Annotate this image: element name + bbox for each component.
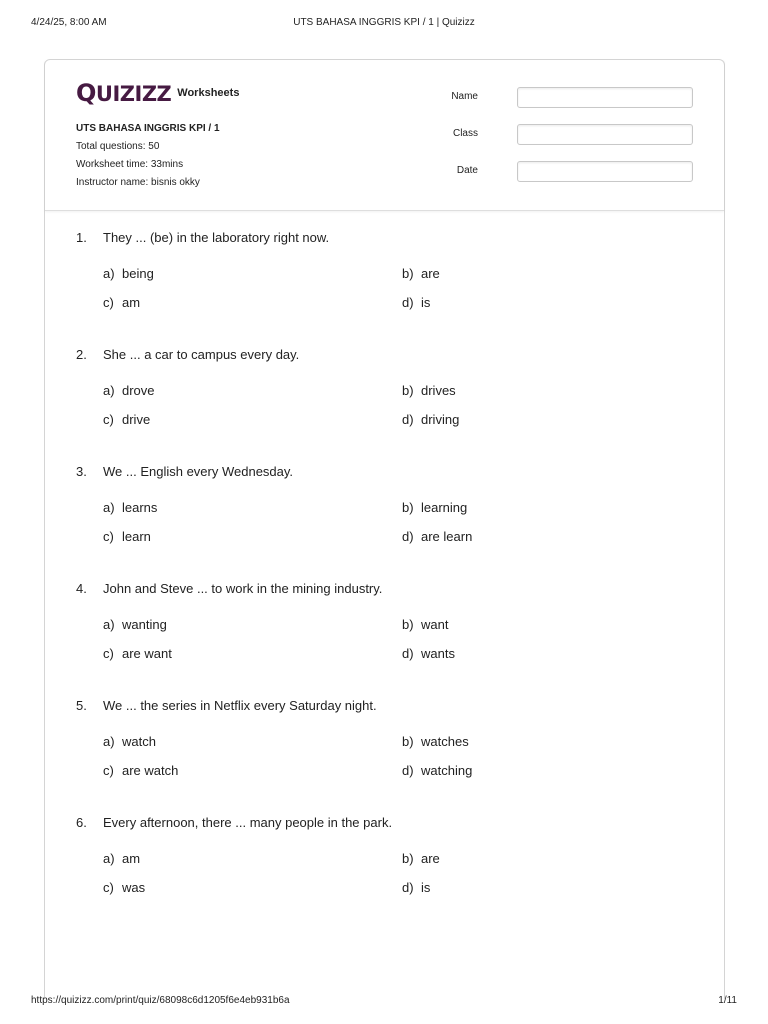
class-label: Class <box>452 128 478 139</box>
option-text: drives <box>421 383 456 398</box>
question-item <box>76 581 704 698</box>
option-d[interactable] <box>402 646 455 662</box>
option-b[interactable] <box>402 851 440 867</box>
option-b[interactable] <box>402 500 467 516</box>
quizizz-logo <box>76 80 239 106</box>
instructor-name: Instructor name: bisnis okky <box>76 177 200 188</box>
option-b[interactable] <box>402 383 456 399</box>
question-number: 2. <box>76 347 87 362</box>
option-letter: c) <box>103 412 114 427</box>
option-a[interactable] <box>103 500 157 516</box>
question-prompt: They ... (be) in the laboratory right now. <box>103 230 330 245</box>
option-b[interactable] <box>402 266 440 282</box>
question-item <box>76 230 704 347</box>
question-text <box>76 815 392 831</box>
option-a[interactable] <box>103 734 156 750</box>
quiz-title: UTS BAHASA INGGRIS KPI / 1 <box>76 123 220 134</box>
question-prompt: We ... English every Wednesday. <box>103 464 294 479</box>
option-text: watching <box>421 763 473 778</box>
option-letter: a) <box>103 383 115 398</box>
print-url: https://quizizz.com/print/quiz/68098c6d1205f6e4eb931b6a <box>31 995 290 1006</box>
option-letter: b) <box>402 851 414 866</box>
option-d[interactable] <box>402 880 430 896</box>
option-text: driving <box>421 412 460 427</box>
question-item <box>76 698 704 815</box>
worksheet <box>44 59 725 999</box>
option-letter: c) <box>103 295 114 310</box>
option-letter: a) <box>103 734 115 749</box>
name-label: Name <box>451 91 478 102</box>
option-text: drove <box>122 383 155 398</box>
option-letter: c) <box>103 763 114 778</box>
option-b[interactable] <box>402 617 448 633</box>
option-text: watch <box>122 734 156 749</box>
name-input[interactable] <box>517 87 693 108</box>
option-text: drive <box>122 412 151 427</box>
option-text: are watch <box>122 763 179 778</box>
date-input[interactable] <box>517 161 693 182</box>
option-text: want <box>421 617 449 632</box>
print-datetime: 4/24/25, 8:00 AM <box>31 17 107 28</box>
option-c[interactable] <box>103 763 178 779</box>
option-text: watches <box>421 734 469 749</box>
option-c[interactable] <box>103 295 140 311</box>
question-prompt: Every afternoon, there ... many people in the park. <box>103 815 393 830</box>
question-prompt: We ... the series in Netflix every Saturday night. <box>103 698 377 713</box>
date-field-row <box>456 161 693 183</box>
option-letter: b) <box>402 500 414 515</box>
name-field-row <box>451 87 693 109</box>
logo-subtitle: Worksheets <box>177 87 240 99</box>
option-text: are <box>421 851 440 866</box>
question-text <box>76 347 299 363</box>
option-d[interactable] <box>402 763 472 779</box>
option-text: being <box>122 266 154 281</box>
question-number: 6. <box>76 815 87 830</box>
question-item <box>76 464 704 581</box>
question-number: 4. <box>76 581 87 596</box>
option-a[interactable] <box>103 617 167 633</box>
option-text: is <box>421 880 431 895</box>
option-letter: c) <box>103 646 114 661</box>
page-number: 1/11 <box>718 995 737 1006</box>
question-text <box>76 464 293 480</box>
option-letter: c) <box>103 880 114 895</box>
question-prompt: She ... a car to campus every day. <box>103 347 300 362</box>
question-number: 1. <box>76 230 87 245</box>
print-header <box>31 17 737 31</box>
option-letter: b) <box>402 266 414 281</box>
option-letter: d) <box>402 412 414 427</box>
print-footer <box>31 995 737 1009</box>
option-c[interactable] <box>103 646 172 662</box>
total-questions: Total questions: 50 <box>76 141 160 152</box>
question-number: 3. <box>76 464 87 479</box>
option-letter: d) <box>402 529 414 544</box>
option-text: is <box>421 295 431 310</box>
option-text: am <box>122 851 141 866</box>
question-number: 5. <box>76 698 87 713</box>
option-letter: d) <box>402 646 414 661</box>
question-text <box>76 698 377 714</box>
option-d[interactable] <box>402 295 430 311</box>
option-d[interactable] <box>402 412 459 428</box>
option-a[interactable] <box>103 383 155 399</box>
option-text: learn <box>122 529 151 544</box>
option-b[interactable] <box>402 734 469 750</box>
option-text: wanting <box>122 617 167 632</box>
option-text: are <box>421 266 440 281</box>
class-field-row <box>452 124 693 146</box>
question-list <box>76 230 704 932</box>
print-title: UTS BAHASA INGGRIS KPI / 1 | Quizizz <box>293 17 475 28</box>
option-letter: a) <box>103 851 115 866</box>
option-letter: b) <box>402 617 414 632</box>
option-letter: a) <box>103 266 115 281</box>
option-text: am <box>122 295 141 310</box>
option-letter: c) <box>103 529 114 544</box>
option-text: learns <box>122 500 158 515</box>
option-letter: d) <box>402 763 414 778</box>
option-a[interactable] <box>103 266 154 282</box>
option-letter: b) <box>402 383 414 398</box>
option-text: wants <box>421 646 455 661</box>
option-letter: a) <box>103 500 115 515</box>
option-text: are want <box>122 646 172 661</box>
worksheet-time: Worksheet time: 33mins <box>76 159 184 170</box>
question-text <box>76 581 382 597</box>
option-d[interactable] <box>402 529 472 545</box>
worksheet-header <box>45 60 724 211</box>
question-prompt: John and Steve ... to work in the mining industry. <box>103 581 383 596</box>
date-label: Date <box>456 165 478 176</box>
option-c[interactable] <box>103 880 145 896</box>
option-text: was <box>122 880 146 895</box>
worksheet-info <box>76 120 220 192</box>
option-text: are learn <box>421 529 473 544</box>
option-a[interactable] <box>103 851 140 867</box>
option-letter: a) <box>103 617 115 632</box>
question-text <box>76 230 329 246</box>
option-text: learning <box>421 500 468 515</box>
class-input[interactable] <box>517 124 693 145</box>
option-letter: b) <box>402 734 414 749</box>
option-letter: d) <box>402 295 414 310</box>
option-letter: d) <box>402 880 414 895</box>
option-c[interactable] <box>103 412 150 428</box>
question-item <box>76 347 704 464</box>
question-item <box>76 815 704 932</box>
logo-wordmark: QUIZIZZ <box>76 78 172 107</box>
option-c[interactable] <box>103 529 151 545</box>
